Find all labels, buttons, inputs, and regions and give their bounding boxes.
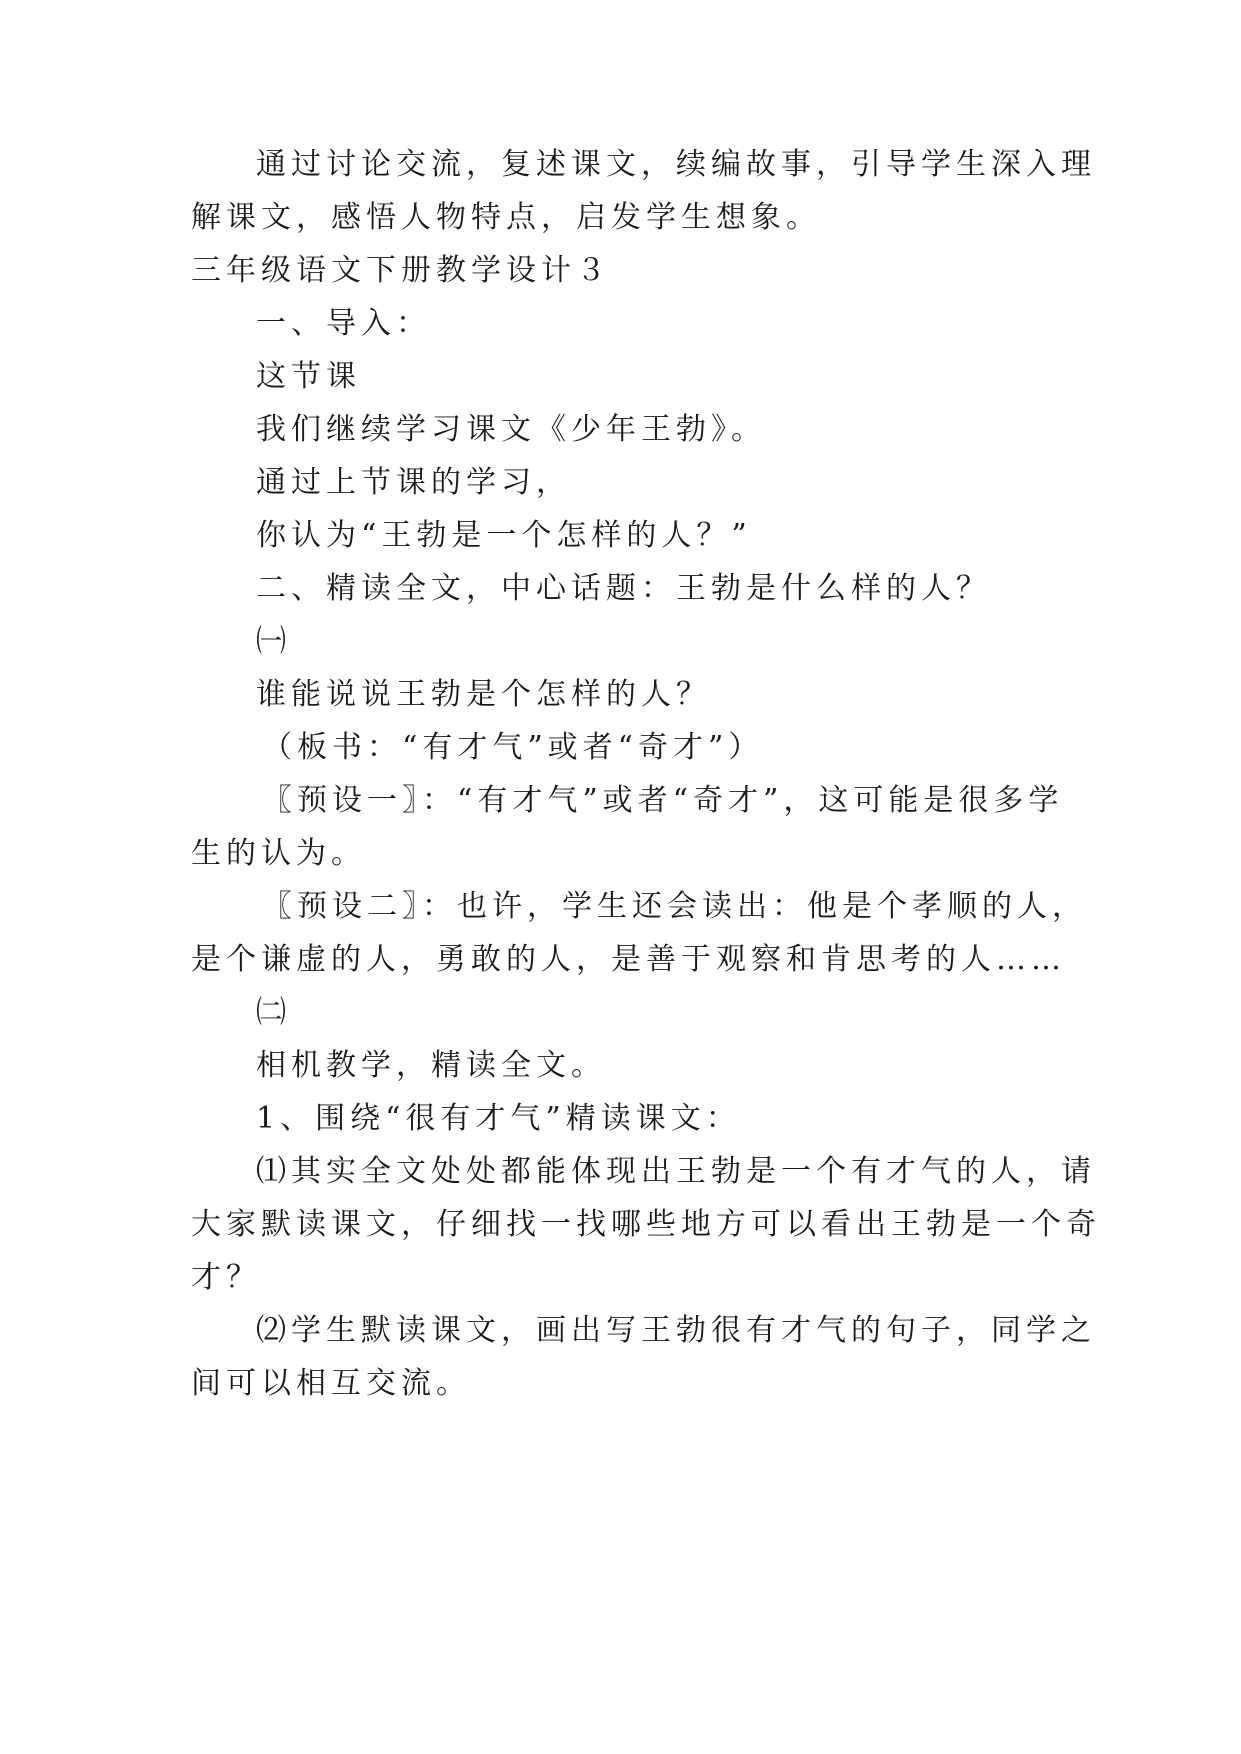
- list-marker: ㈠: [256, 624, 291, 659]
- paragraph-line: 一、导入：: [256, 306, 431, 341]
- paragraph-line: 我们继续学习课文《少年王勃》。: [256, 412, 766, 447]
- paragraph-line: 你认为“王勃是一个怎样的人？”: [256, 518, 752, 553]
- paragraph-line: ⑴其实全文处处都能体现出王勃是一个有才气的人，请: [256, 1154, 1096, 1189]
- paragraph-line: 这节课: [256, 359, 361, 394]
- paragraph-line: 解课文，感悟人物特点，启发学生想象。: [191, 200, 821, 235]
- paragraph-line: ⑵学生默读课文，画出写王勃很有才气的句子，同学之: [256, 1313, 1096, 1348]
- paragraph-line: 通过上节课的学习，: [256, 465, 571, 500]
- paragraph-line: 大家默读课文，仔细找一找哪些地方可以看出王勃是一个奇: [191, 1207, 1101, 1242]
- paragraph-line: 1、围绕“很有才气”精读课文：: [256, 1101, 741, 1136]
- paragraph-line: 〖预设二〗：也许，学生还会读出：他是个孝顺的人，: [262, 889, 1087, 924]
- section-heading: 三年级语文下册教学设计３: [191, 253, 611, 288]
- paragraph-line: 二、精读全文，中心话题：王勃是什么样的人？: [256, 571, 991, 606]
- paragraph-line: 通过讨论交流，复述课文，续编故事，引导学生深入理: [256, 147, 1096, 182]
- paragraph-line: 相机教学，精读全文。: [256, 1048, 606, 1083]
- paragraph-line: 谁能说说王勃是个怎样的人？: [256, 677, 711, 712]
- paragraph-line: 间可以相互交流。: [191, 1366, 471, 1401]
- paragraph-line: 才？: [191, 1260, 261, 1295]
- paragraph-line: 〖预设一〗：“有才气”或者“奇才”，这可能是很多学: [262, 783, 1064, 818]
- list-marker: ㈡: [256, 995, 291, 1030]
- paragraph-line: （板书：“有才气”或者“奇才”）: [262, 730, 764, 765]
- paragraph-line: 生的认为。: [191, 836, 366, 871]
- paragraph-line: 是个谦虚的人，勇敢的人，是善于观察和肯思考的人……: [191, 942, 1066, 977]
